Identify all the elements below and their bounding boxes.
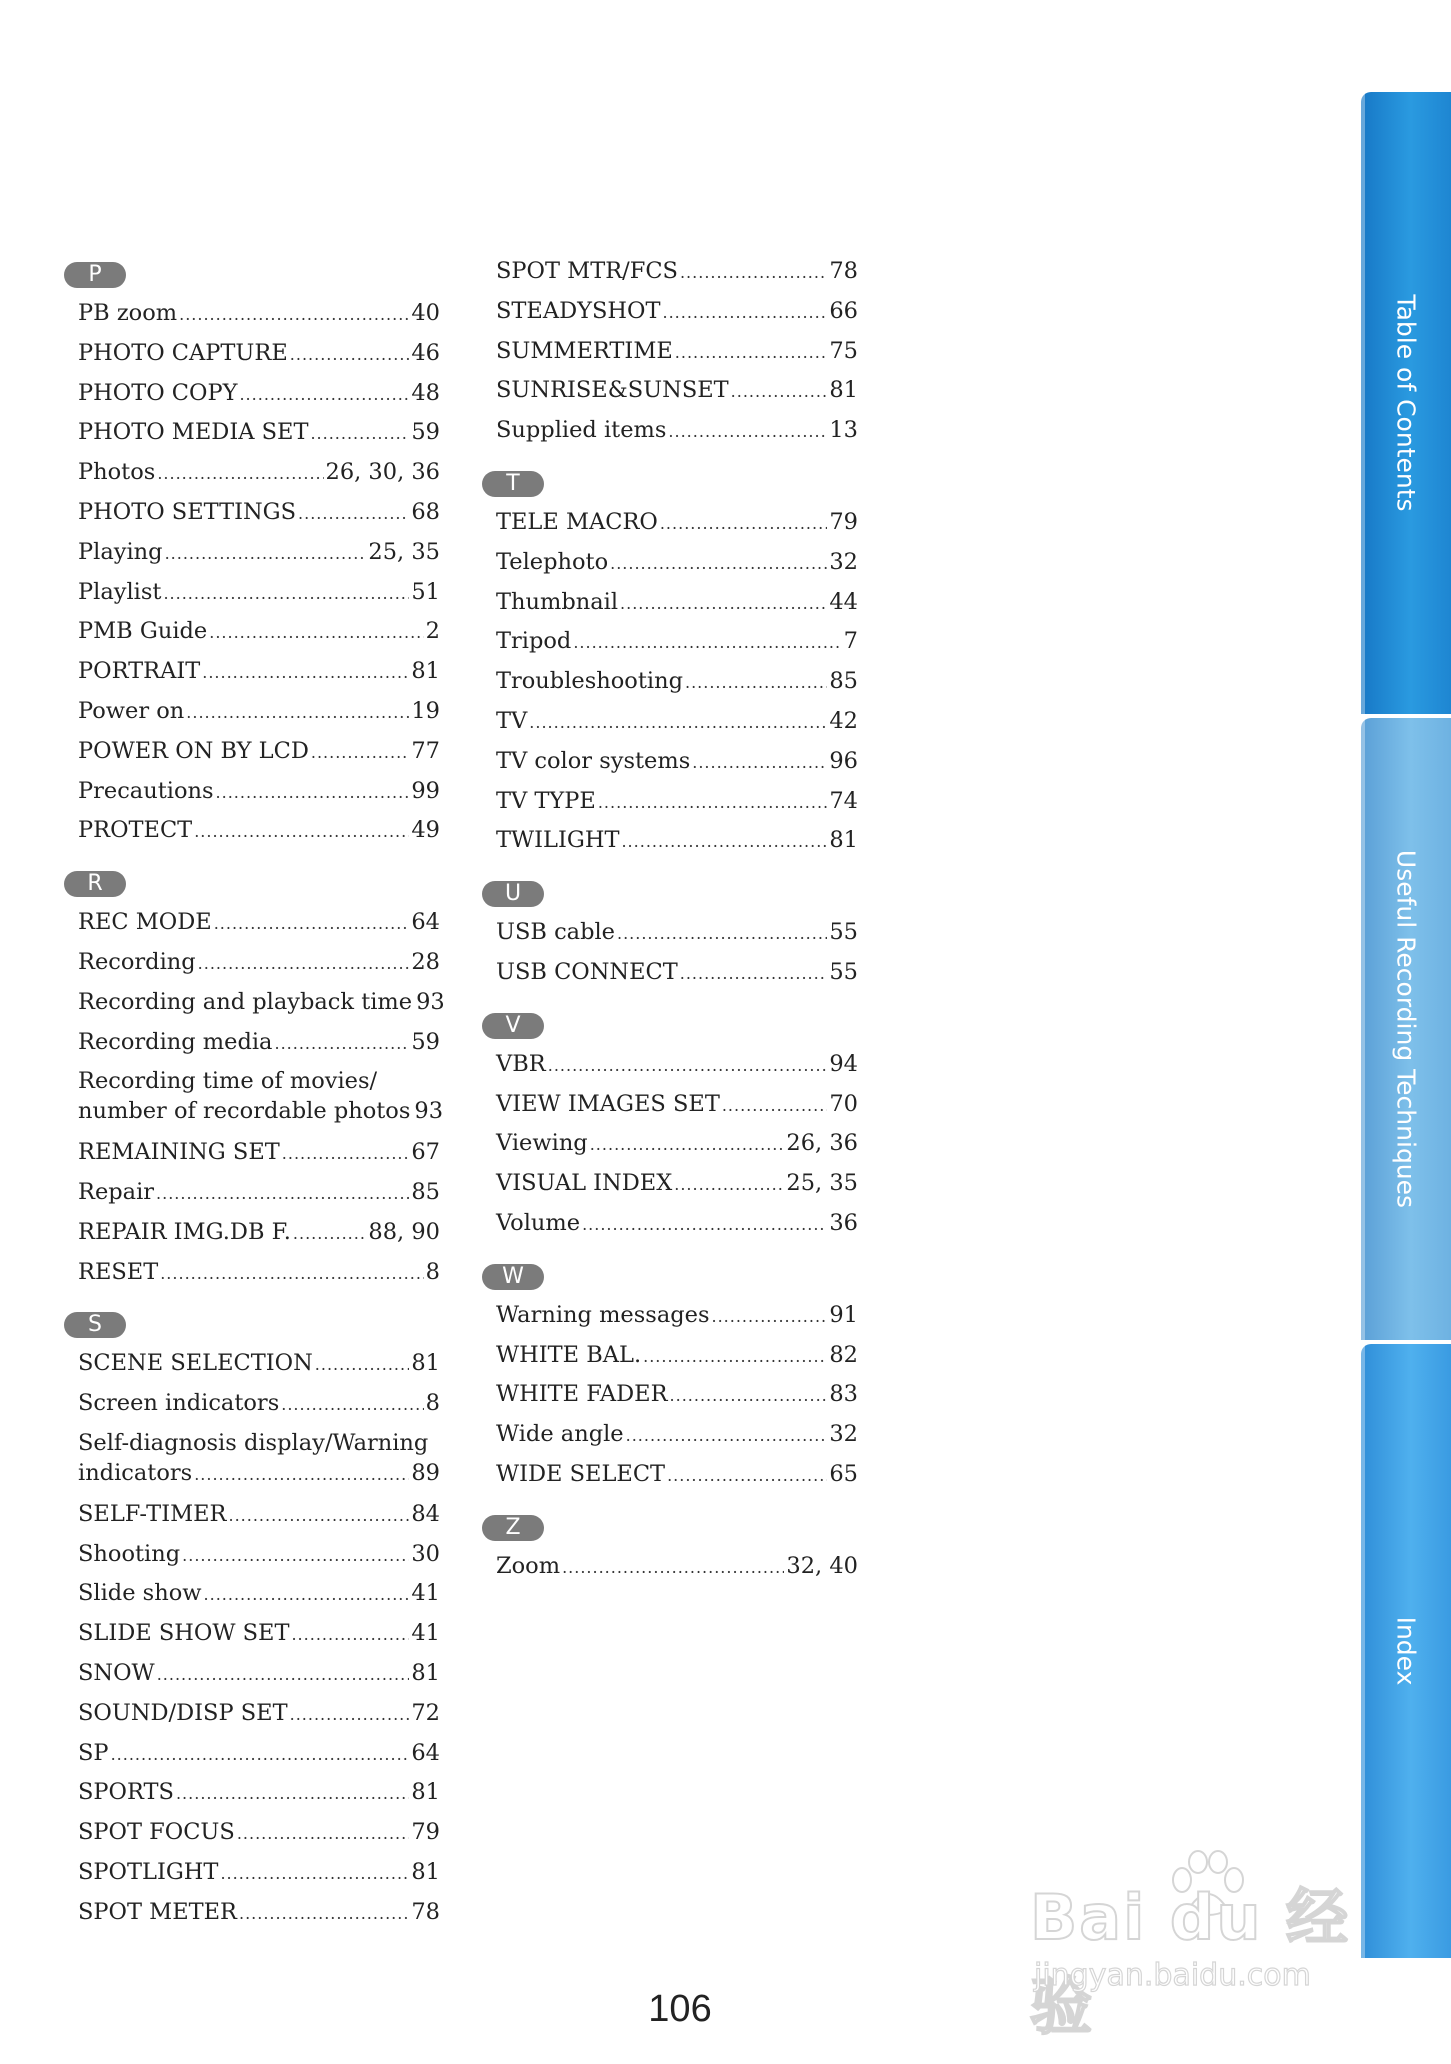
dot-leader bbox=[220, 1857, 409, 1889]
index-entry[interactable] bbox=[78, 1027, 440, 1059]
index-entry-page: 83 bbox=[829, 1381, 858, 1408]
dot-leader bbox=[674, 1168, 784, 1200]
index-entry[interactable] bbox=[496, 547, 858, 579]
index-entry[interactable] bbox=[496, 1340, 858, 1372]
index-entry[interactable] bbox=[496, 706, 858, 738]
index-entry-page: 81 bbox=[411, 1779, 440, 1806]
dot-leader bbox=[182, 1539, 409, 1571]
index-entry-page: 8 bbox=[425, 1390, 440, 1417]
index-entry-page: 55 bbox=[829, 959, 858, 985]
index-entry-page: 94 bbox=[829, 1050, 858, 1077]
index-entry[interactable] bbox=[496, 1459, 858, 1491]
dot-leader bbox=[239, 1897, 409, 1929]
dot-leader bbox=[228, 1499, 409, 1531]
index-entry[interactable] bbox=[496, 626, 858, 658]
index-entry-label: Repair bbox=[78, 1179, 155, 1206]
index-entry-label: TELE MACRO bbox=[496, 509, 658, 535]
index-entry-page: 88, 90 bbox=[368, 1218, 440, 1245]
index-entry-label: Troubleshooting bbox=[496, 668, 683, 695]
index-entry-page: 8 bbox=[425, 1258, 440, 1285]
dot-leader bbox=[176, 1777, 409, 1809]
watermark-url-text: jingyan.baidu.com bbox=[1034, 1958, 1311, 1993]
index-entry[interactable] bbox=[496, 1551, 858, 1583]
index-entry-page: 79 bbox=[829, 509, 858, 535]
index-entry[interactable] bbox=[496, 256, 858, 288]
index-entry-label: RESET bbox=[78, 1258, 159, 1285]
dot-leader bbox=[590, 1128, 785, 1160]
index-entry[interactable] bbox=[78, 1066, 444, 1128]
dot-leader bbox=[163, 577, 409, 609]
index-entry[interactable] bbox=[78, 457, 440, 489]
index-entry[interactable] bbox=[78, 656, 440, 688]
index-entry-page: 99 bbox=[411, 777, 440, 804]
index-entry-label: SPOT FOCUS bbox=[78, 1819, 235, 1846]
dot-leader bbox=[310, 417, 409, 449]
index-entry[interactable] bbox=[78, 1428, 440, 1490]
index-entry-label: Telephoto bbox=[496, 548, 609, 575]
index-entry-page: 32 bbox=[829, 548, 858, 575]
index-entry[interactable] bbox=[78, 378, 440, 410]
index-entry[interactable] bbox=[496, 1089, 858, 1121]
index-entry-page: 81 bbox=[411, 1660, 440, 1687]
index-entry-label: VISUAL INDEX bbox=[496, 1170, 673, 1197]
dot-leader bbox=[315, 1348, 410, 1380]
index-entry-page: 36 bbox=[829, 1210, 858, 1236]
index-entry-label: WHITE BAL. bbox=[496, 1341, 642, 1368]
index-entry[interactable] bbox=[496, 825, 858, 857]
index-entry-page: 2 bbox=[425, 618, 440, 645]
index-entry[interactable] bbox=[496, 1168, 858, 1200]
index-entry[interactable] bbox=[78, 1897, 440, 1929]
section-letter-p: P bbox=[64, 262, 126, 288]
index-entry-page: 91 bbox=[829, 1301, 858, 1328]
section-letter-w: W bbox=[482, 1264, 544, 1290]
dot-leader bbox=[281, 1388, 423, 1420]
index-entry-label: Volume bbox=[496, 1210, 581, 1236]
dot-leader bbox=[675, 336, 828, 368]
tab-useful-recording-techniques-label: Useful Recording Techniques bbox=[1391, 849, 1421, 1209]
dot-leader bbox=[291, 1618, 409, 1650]
index-entry-page: 32, 40 bbox=[786, 1552, 858, 1579]
index-entry-label: SUMMERTIME bbox=[496, 337, 673, 364]
dot-leader bbox=[668, 415, 827, 447]
index-entry-label: TV TYPE bbox=[496, 787, 596, 814]
index-entry-page: 81 bbox=[829, 827, 858, 854]
index-entry-page: 84 bbox=[411, 1500, 440, 1527]
dot-leader bbox=[660, 507, 828, 539]
index-entry-label: PROTECT bbox=[78, 817, 193, 844]
index-entry-page: 85 bbox=[411, 1179, 440, 1206]
index-entry[interactable] bbox=[78, 1499, 440, 1531]
index-entry-label: SUNRISE&SUNSET bbox=[496, 377, 729, 404]
index-entry-page: 51 bbox=[411, 578, 440, 605]
index-entry-label: TV color systems bbox=[496, 747, 691, 774]
index-entry-label: PHOTO MEDIA SET bbox=[78, 419, 309, 446]
index-entry[interactable] bbox=[78, 696, 440, 728]
index-entry[interactable] bbox=[496, 917, 858, 949]
dot-leader bbox=[293, 1217, 367, 1249]
watermark-logo bbox=[1030, 1850, 1370, 2043]
index-entry[interactable] bbox=[78, 537, 440, 569]
index-entry[interactable] bbox=[78, 298, 440, 330]
index-entry-page: 64 bbox=[411, 909, 440, 936]
index-entry-page: 81 bbox=[829, 377, 858, 404]
index-entry-label: SNOW bbox=[78, 1660, 155, 1687]
index-entry-page: 30 bbox=[411, 1540, 440, 1567]
index-entry[interactable] bbox=[78, 616, 440, 648]
index-entry-label: REMAINING SET bbox=[78, 1139, 280, 1166]
index-entry-label: Playlist bbox=[78, 578, 162, 605]
dot-leader bbox=[582, 1208, 827, 1240]
index-entry-continuation bbox=[78, 1458, 440, 1490]
dot-leader bbox=[620, 587, 827, 619]
index-entry-label: REPAIR IMG.DB F. bbox=[78, 1218, 291, 1245]
index-entry-label: Playing bbox=[78, 538, 163, 565]
dot-leader bbox=[643, 1340, 827, 1372]
index-entry-label: Supplied items bbox=[496, 417, 667, 444]
index-entry[interactable] bbox=[78, 417, 440, 449]
dot-leader bbox=[598, 786, 828, 818]
index-entry-page: 75 bbox=[829, 337, 858, 364]
index-entry-page: 32 bbox=[829, 1421, 858, 1448]
index-entry[interactable] bbox=[78, 1698, 440, 1730]
index-entry-page: 85 bbox=[829, 668, 858, 695]
index-entry-page: 68 bbox=[411, 499, 440, 525]
dot-leader bbox=[667, 1459, 827, 1491]
index-entry[interactable] bbox=[78, 1217, 440, 1249]
index-entry[interactable] bbox=[78, 1137, 440, 1169]
dot-leader bbox=[680, 256, 827, 288]
dot-leader bbox=[562, 1551, 784, 1583]
dot-leader bbox=[529, 706, 827, 738]
dot-leader bbox=[160, 1257, 423, 1289]
index-entry-page: 25, 35 bbox=[786, 1170, 858, 1197]
index-entry-page: 64 bbox=[411, 1739, 440, 1766]
watermark-main-text: Bai du 经验 bbox=[1030, 1881, 1351, 2043]
index-entry-label: Warning messages bbox=[496, 1301, 710, 1328]
index-entry-label: REC MODE bbox=[78, 909, 212, 936]
index-entry[interactable] bbox=[78, 1817, 440, 1849]
index-entry-page: 77 bbox=[411, 737, 440, 764]
index-entry-label: TV bbox=[496, 708, 528, 734]
index-entry-page: 41 bbox=[411, 1620, 440, 1647]
index-entry[interactable] bbox=[496, 587, 858, 619]
index-entry[interactable] bbox=[78, 907, 440, 939]
index-entry-page: 96 bbox=[829, 747, 858, 774]
dot-leader bbox=[111, 1738, 410, 1770]
index-entry-page: 72 bbox=[411, 1699, 440, 1726]
dot-leader bbox=[311, 736, 410, 768]
index-entry-label: Slide show bbox=[78, 1580, 202, 1607]
index-entry-label: VBR bbox=[496, 1050, 546, 1077]
index-entry[interactable] bbox=[496, 1300, 858, 1332]
index-entry[interactable] bbox=[496, 957, 858, 989]
index-entry-label: Recording and playback time bbox=[78, 988, 413, 1015]
index-entry-page: 48 bbox=[411, 379, 440, 406]
section-letter-s: S bbox=[64, 1312, 126, 1338]
dot-leader bbox=[157, 1658, 410, 1690]
index-entry-page: 65 bbox=[829, 1461, 858, 1487]
index-entry-label: Self-diagnosis display/Warning bbox=[78, 1430, 429, 1457]
index-entry-page: 70 bbox=[829, 1090, 858, 1117]
index-entry-label: WIDE SELECT bbox=[496, 1461, 666, 1487]
index-entry[interactable] bbox=[78, 1388, 440, 1420]
index-entry-page: 46 bbox=[411, 339, 440, 366]
index-entry[interactable] bbox=[78, 1539, 440, 1571]
index-entry[interactable] bbox=[496, 1128, 858, 1160]
index-entry-page: 41 bbox=[411, 1580, 440, 1607]
index-entry-label: PHOTO CAPTURE bbox=[78, 339, 288, 366]
index-entry-label: STEADYSHOT bbox=[496, 297, 661, 324]
dot-leader bbox=[722, 1089, 828, 1121]
index-entry-label: TWILIGHT bbox=[496, 827, 620, 854]
section-letter-u: U bbox=[482, 881, 544, 907]
index-entry-label-continued: indicators bbox=[78, 1460, 193, 1487]
index-entry[interactable] bbox=[496, 415, 858, 447]
tab-useful-recording-techniques[interactable] bbox=[1361, 718, 1451, 1340]
section-letter-t: T bbox=[482, 471, 544, 497]
index-entry-label: SPOT MTR/FCS bbox=[496, 258, 678, 284]
tab-index[interactable] bbox=[1361, 1344, 1451, 1958]
index-entry-label: Recording bbox=[78, 949, 196, 975]
index-entry-page: 79 bbox=[411, 1819, 440, 1846]
index-entry-page: 25, 35 bbox=[368, 538, 440, 565]
index-entry-label: USB cable bbox=[496, 919, 615, 946]
index-entry-page: 67 bbox=[411, 1139, 440, 1166]
dot-leader bbox=[670, 1379, 828, 1411]
index-entry[interactable] bbox=[496, 786, 858, 818]
index-entry-label: Photos bbox=[78, 459, 156, 486]
index-entry-label-continued: number of recordable photos bbox=[78, 1098, 411, 1125]
dot-leader bbox=[209, 616, 423, 648]
dot-leader bbox=[237, 1817, 410, 1849]
dot-leader bbox=[731, 375, 828, 407]
tab-edge-highlight bbox=[1361, 92, 1365, 714]
index-entry[interactable] bbox=[78, 736, 440, 768]
index-entry-label: PHOTO SETTINGS bbox=[78, 499, 297, 525]
dot-leader bbox=[298, 497, 409, 529]
index-entry-label: PORTRAIT bbox=[78, 658, 201, 685]
index-entry-label: Shooting bbox=[78, 1540, 181, 1567]
index-entry[interactable] bbox=[78, 1618, 440, 1650]
dot-leader bbox=[198, 947, 410, 979]
index-entry-page: 7 bbox=[843, 628, 858, 655]
dot-leader bbox=[610, 547, 827, 579]
index-entry-page: 81 bbox=[411, 1859, 440, 1886]
index-entry-continuation bbox=[78, 1096, 444, 1128]
index-entry[interactable] bbox=[496, 507, 858, 539]
index-entry[interactable] bbox=[496, 375, 858, 407]
dot-leader bbox=[621, 825, 827, 857]
index-entry-page: 66 bbox=[829, 297, 858, 324]
index-entry-page: 44 bbox=[829, 588, 858, 615]
index-entry-label: PHOTO COPY bbox=[78, 379, 238, 406]
index-entry-page: 82 bbox=[829, 1341, 858, 1368]
index-entry-label: Screen indicators bbox=[78, 1390, 280, 1417]
index-entry[interactable] bbox=[78, 1738, 440, 1770]
dot-leader bbox=[548, 1049, 828, 1081]
dot-leader bbox=[282, 1137, 410, 1169]
index-entry[interactable] bbox=[496, 746, 858, 778]
index-entry-label: Thumbnail bbox=[496, 588, 619, 615]
index-entry[interactable] bbox=[496, 1419, 858, 1451]
index-entry-label: POWER ON BY LCD bbox=[78, 737, 309, 764]
dot-leader bbox=[685, 666, 827, 698]
dot-leader bbox=[157, 457, 323, 489]
section-letter-v: V bbox=[482, 1013, 544, 1039]
index-entry-label: SPOT METER bbox=[78, 1898, 237, 1925]
index-entry[interactable] bbox=[496, 1208, 858, 1240]
index-entry[interactable] bbox=[78, 1658, 440, 1690]
index-entry-page: 93 bbox=[414, 1098, 444, 1125]
index-entry-page: 81 bbox=[411, 1350, 440, 1377]
index-entry[interactable] bbox=[78, 987, 445, 1019]
index-entry-label: SPORTS bbox=[78, 1779, 174, 1806]
index-entry-label: SLIDE SHOW SET bbox=[78, 1620, 290, 1647]
dot-leader bbox=[202, 656, 409, 688]
index-entry-label: VIEW IMAGES SET bbox=[496, 1090, 720, 1117]
index-entry[interactable] bbox=[78, 1777, 440, 1809]
index-entry[interactable] bbox=[496, 1379, 858, 1411]
dot-leader bbox=[239, 378, 409, 410]
index-entry-page: 93 bbox=[416, 988, 445, 1015]
index-entry-label: WHITE FADER bbox=[496, 1381, 668, 1408]
index-entry[interactable] bbox=[78, 1857, 440, 1889]
dot-leader bbox=[712, 1300, 828, 1332]
index-entry[interactable] bbox=[78, 815, 440, 847]
index-entry-page: 49 bbox=[411, 817, 440, 844]
index-entry[interactable] bbox=[78, 1578, 440, 1610]
index-entry-label: PB zoom bbox=[78, 300, 178, 326]
tab-table-of-contents-label: Table of Contents bbox=[1391, 294, 1421, 512]
index-entry-label: SOUND/DISP SET bbox=[78, 1699, 288, 1726]
index-entry[interactable] bbox=[496, 296, 858, 328]
index-entry-page: 78 bbox=[829, 258, 858, 284]
dot-leader bbox=[274, 1027, 409, 1059]
index-entry-page: 19 bbox=[411, 698, 440, 724]
index-entry[interactable] bbox=[496, 336, 858, 368]
index-entry[interactable] bbox=[496, 666, 858, 698]
index-entry-page: 59 bbox=[411, 1028, 440, 1055]
dot-leader bbox=[179, 298, 409, 330]
dot-leader bbox=[290, 1698, 410, 1730]
index-entry-label: USB CONNECT bbox=[496, 959, 678, 985]
dot-leader bbox=[204, 1578, 410, 1610]
dot-leader bbox=[573, 626, 841, 658]
tab-index-label: Index bbox=[1391, 1616, 1421, 1686]
index-entry-page: 55 bbox=[829, 919, 858, 946]
index-entry-page: 26, 30, 36 bbox=[325, 459, 440, 486]
index-entry-page: 13 bbox=[829, 417, 858, 444]
dot-leader bbox=[216, 776, 410, 808]
index-entry-page: 81 bbox=[411, 658, 440, 685]
index-entry[interactable] bbox=[78, 1177, 440, 1209]
dot-leader bbox=[194, 1458, 409, 1490]
dot-leader bbox=[662, 296, 827, 328]
index-entry[interactable] bbox=[78, 947, 440, 979]
index-entry-label: SPOTLIGHT bbox=[78, 1859, 219, 1886]
dot-leader bbox=[186, 696, 409, 728]
index-entry-label: SELF-TIMER bbox=[78, 1500, 227, 1527]
index-entry[interactable] bbox=[78, 497, 440, 529]
page-number: 106 bbox=[648, 1988, 712, 2030]
index-entry-label: Power on bbox=[78, 698, 185, 724]
index-entry[interactable] bbox=[78, 577, 440, 609]
dot-leader bbox=[156, 1177, 409, 1209]
dot-leader bbox=[692, 746, 827, 778]
index-entry-label: Tripod bbox=[496, 628, 572, 655]
dot-leader bbox=[617, 917, 827, 949]
index-entry-label: SP bbox=[78, 1739, 109, 1766]
index-entry-label: Zoom bbox=[496, 1552, 561, 1579]
section-letter-r: R bbox=[64, 871, 126, 897]
index-entry[interactable] bbox=[78, 338, 440, 370]
index-entry-label: Recording media bbox=[78, 1028, 273, 1055]
index-entry-label: Precautions bbox=[78, 777, 214, 804]
dot-leader bbox=[680, 957, 828, 989]
tab-table-of-contents[interactable] bbox=[1361, 92, 1451, 714]
dot-leader bbox=[214, 907, 410, 939]
index-entry-label: Wide angle bbox=[496, 1421, 624, 1448]
index-entry-page: 78 bbox=[411, 1898, 440, 1925]
tab-edge-highlight bbox=[1361, 718, 1365, 1340]
index-entry-page: 26, 36 bbox=[786, 1130, 858, 1157]
index-entry[interactable] bbox=[78, 1348, 440, 1380]
index-entry[interactable] bbox=[78, 776, 440, 808]
index-entry-page: 59 bbox=[411, 419, 440, 446]
index-entry-page: 89 bbox=[411, 1460, 440, 1487]
index-entry-label: PMB Guide bbox=[78, 618, 208, 645]
index-entry[interactable] bbox=[78, 1257, 440, 1289]
dot-leader bbox=[626, 1419, 828, 1451]
index-entry-page: 74 bbox=[829, 787, 858, 814]
index-entry-label: Recording time of movies/ bbox=[78, 1068, 378, 1095]
index-entry-page: 42 bbox=[829, 708, 858, 734]
dot-leader bbox=[290, 338, 410, 370]
index-entry-label: SCENE SELECTION bbox=[78, 1350, 313, 1377]
dot-leader bbox=[194, 815, 409, 847]
index-entry[interactable] bbox=[496, 1049, 858, 1081]
index-entry-page: 40 bbox=[411, 300, 440, 326]
dot-leader bbox=[165, 537, 367, 569]
section-letter-z: Z bbox=[482, 1515, 544, 1541]
index-entry-page: 28 bbox=[411, 949, 440, 975]
index-entry-label: Viewing bbox=[496, 1130, 588, 1157]
